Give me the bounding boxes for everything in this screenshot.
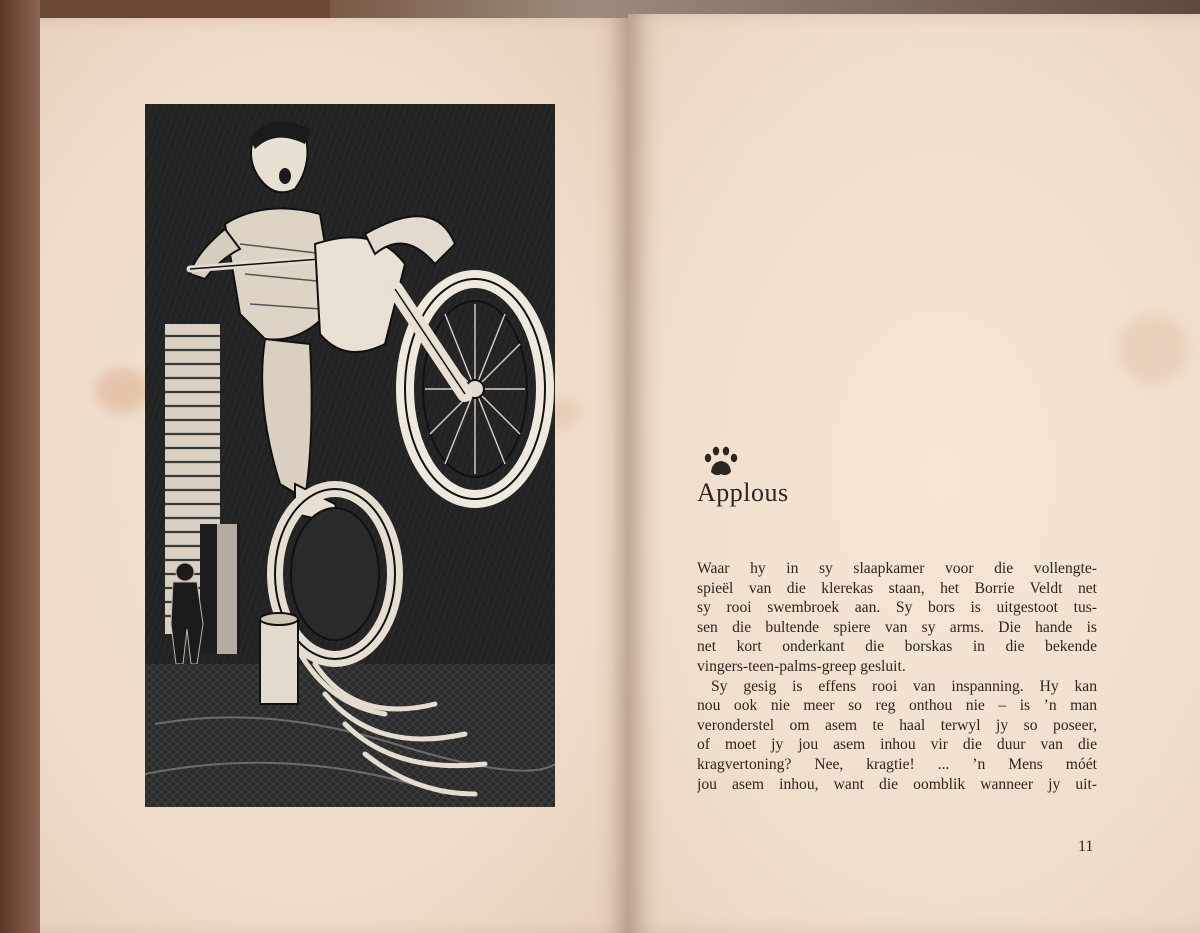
text-line: Sy gesig is effens rooi van inspanning. Hy kan xyxy=(711,677,1097,695)
chapter-body-text xyxy=(697,559,1097,794)
paw-print-icon xyxy=(700,444,742,480)
paper-stain xyxy=(1118,314,1188,384)
chapter-title: Applous xyxy=(697,478,789,507)
text-line: spieël van die klerekas staan, het Borrie Veldt net xyxy=(697,579,1097,597)
text-line: sen die bultende spiere van sy arms. Die hande is xyxy=(697,618,1097,636)
text-line: kragvertoning? Nee, kragtie! ... ’n Mens móét xyxy=(697,755,1097,773)
text-line: of moet jy jou asem inhou vir die duur van die xyxy=(697,736,1097,754)
text-line: sy rooi swembroek aan. Sy bors is uitgestoot tus- xyxy=(697,599,1097,617)
paper-stain xyxy=(95,368,150,413)
text-line: nou ook nie meer so reg onthou nie – is ’n man xyxy=(697,697,1097,715)
text-line: vingers-teen-palms-greep gesluit. xyxy=(697,657,906,675)
text-line: Waar hy in sy slaapkamer voor die vollengte- xyxy=(697,560,1097,577)
book-cover-edge xyxy=(0,0,40,933)
front-wheel xyxy=(405,279,545,499)
text-line: veronderstel om asem te haal terwyl jy so poseer, xyxy=(697,716,1097,734)
motorcycle-wheelie-illustration xyxy=(145,104,555,807)
page-number: 11 xyxy=(1078,838,1094,855)
text-line: net kort onderkant die borskas in die bekende xyxy=(697,638,1097,656)
cobblestone-ground xyxy=(145,664,555,807)
text-line: jou asem inhou, want die oomblik wanneer jy uit- xyxy=(697,775,1097,793)
